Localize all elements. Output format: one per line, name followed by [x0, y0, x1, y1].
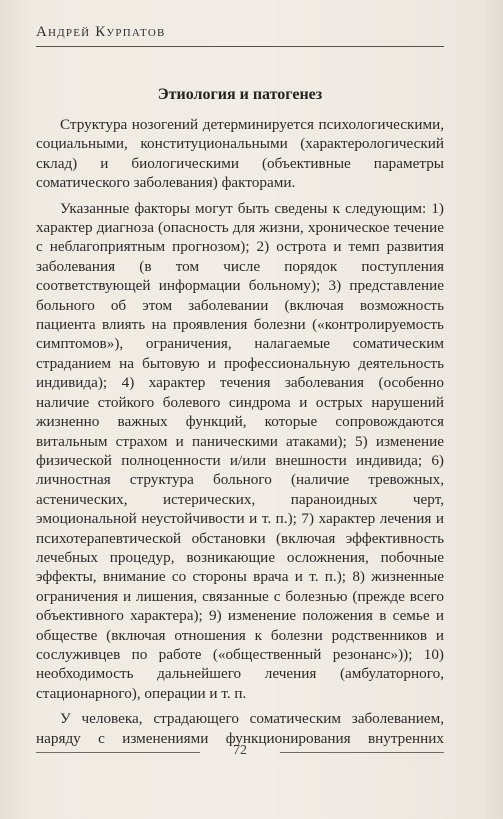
- page-number: 72: [233, 743, 247, 758]
- author-name: Андрей Курпатов: [36, 24, 166, 40]
- page-footer: [36, 742, 444, 762]
- paragraph-3: У человека, страдающего соматическим заболеванием, наряду с изменениями функционирования внутренних: [36, 710, 444, 746]
- footer-rule-right: [280, 752, 444, 753]
- header-rule: [36, 46, 444, 47]
- running-header: [36, 24, 444, 48]
- page-content: [36, 56, 444, 746]
- paragraph-1: Структура нозогений детерминируется психологическими, социальными, конституциональными (характерологический склад) и биологическими (объективные параметры соматического заболевания) факторами.: [36, 116, 444, 192]
- section-title: Этиология и патогенез: [157, 86, 323, 103]
- paragraph-2: Указанные факторы могут быть сведены к следующим: 1) характер диагноза (опасность для жизни, хроническое течение с неблагоприятным прогнозом); 2) острота и темп развития заболевания (в том числе порядок поступления соответствующей информации больному); 3) представление больного об этом заболевании (включая возможность пациента влиять на проявления болезни («контролируемость симптомов»), ограничения, налагаемые соматическим страданием на бытовую и профессиональную деятельность индивида); 4) характер течения заболевания (особенно наличие стойкого болевого синдрома и острых нарушений жизненно важных функций, которые сопровождаются витальным страхом и паническими атаками); 5) изменение физической полноценности и/или внешности индивида; 6) личностная структура больного (наличие тревожных, астенических, истерических, параноидных черт, эмоциональной неустойчивости и т. п.); 7) характер лечения и психотерапевтической обстановки (включая эффективность лечебных процедур, возникающие осложнения, побочные эффекты, внимание со стороны врача и т. п.); 8) жизненные ограничения и лишения, связанные с болезнью (прежде всего объективного характера); 9) изменение положения в семье и обществе (включая отношения к болезни родственников и сослуживцев по работе («общественный резонанс»)); 10) необходимость дальнейшего лечения (амбулаторного, стационарного), операции и т. п.: [36, 199, 444, 702]
- footer-rule-left: [36, 752, 200, 753]
